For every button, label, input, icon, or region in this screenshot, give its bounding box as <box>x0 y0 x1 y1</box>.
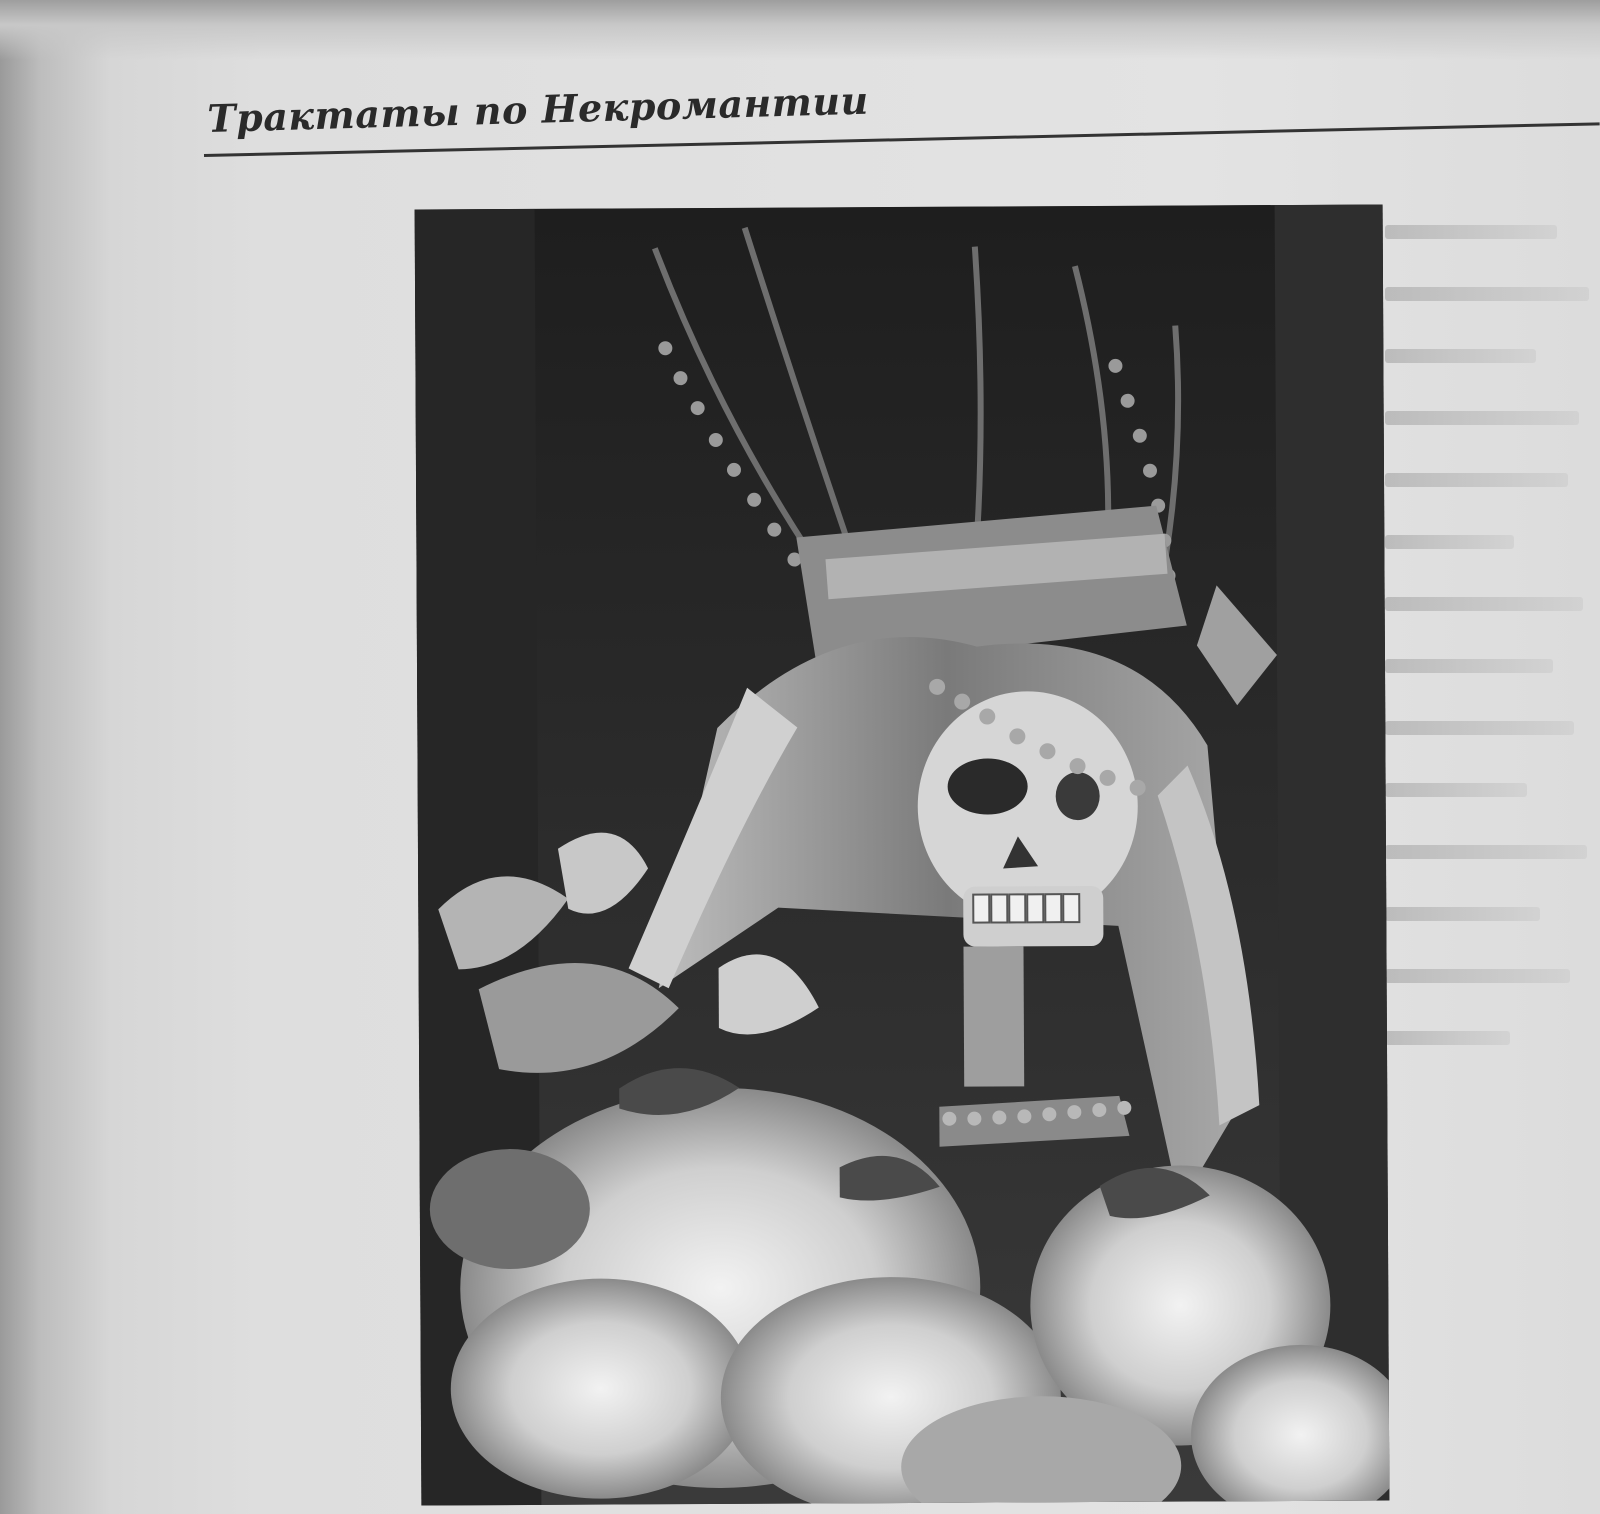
skeleton-figure-icon <box>415 204 1390 1505</box>
scan-shadow <box>0 0 1600 60</box>
neck <box>963 946 1024 1086</box>
bleed-through-text <box>1385 225 1600 1125</box>
running-head: Трактаты по Некромантии <box>206 77 870 141</box>
figure-photo <box>415 204 1390 1505</box>
